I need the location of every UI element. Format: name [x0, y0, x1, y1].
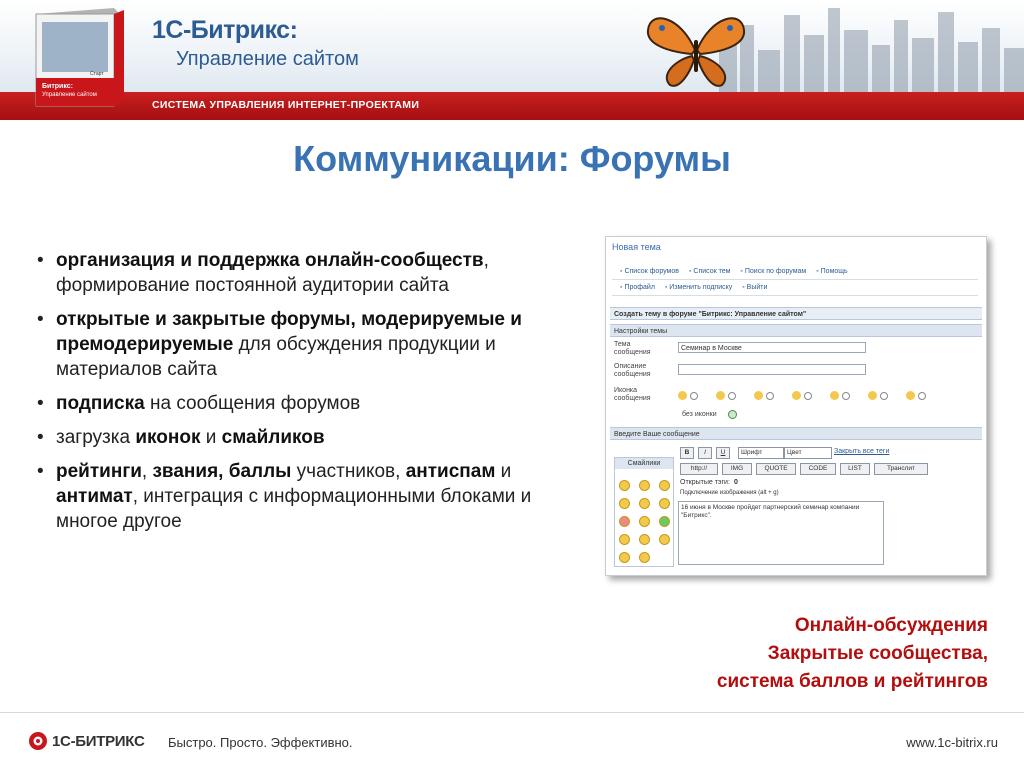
list-item: • загрузка иконок и смайликов: [34, 425, 574, 450]
message-icon: [716, 391, 725, 400]
description-input[interactable]: [678, 364, 866, 375]
img-button[interactable]: IMG: [722, 463, 752, 475]
nav-subscription[interactable]: ▪ Изменить подписку: [665, 281, 732, 295]
translit-button[interactable]: Транслит: [874, 463, 928, 475]
forum-screenshot: [605, 236, 987, 576]
message-icon: [792, 391, 801, 400]
smile-icon[interactable]: [619, 534, 630, 545]
nav-logout[interactable]: ▪ Выйти: [742, 281, 767, 295]
open-tags-label: Открытые тэги:: [680, 479, 730, 486]
smile-icon[interactable]: [659, 498, 670, 509]
topic-input[interactable]: Семинар в Москве: [678, 342, 866, 353]
brand-product: Управление сайтом: [176, 48, 359, 70]
description-label: Описание сообщения: [614, 363, 651, 378]
icon-radio[interactable]: [690, 392, 698, 400]
topic-settings-bar: Настройки темы: [610, 324, 982, 337]
smile-icon[interactable]: [619, 552, 630, 563]
list-item: • открытые и закрытые форумы, модерируемые и премодерируемые для обсуждения продукции и материалов сайта: [34, 307, 574, 382]
forum-nav-top: [612, 265, 978, 280]
slide-title: Коммуникации: Форумы: [293, 138, 731, 179]
footer-logo-text: 1С-БИТРИКС: [52, 733, 145, 750]
smile-icon[interactable]: [659, 534, 670, 545]
message-bar: Введите Ваше сообщение: [610, 427, 982, 440]
create-topic-bar: Создать тему в форуме "Битрикс: Управление сайтом": [610, 307, 982, 320]
smile-icon[interactable]: [659, 516, 670, 527]
close-tags-link[interactable]: Закрыть все теги: [834, 448, 890, 455]
message-textarea[interactable]: 16 июня в Москве пройдет партнерский семинар компании "Битрикс".: [678, 501, 884, 565]
brand-name: 1С-Битрикс:: [152, 16, 298, 44]
forum-heading: Новая тема: [612, 242, 661, 252]
icon-radio[interactable]: [842, 392, 850, 400]
icon-radio[interactable]: [804, 392, 812, 400]
icon-radio[interactable]: [766, 392, 774, 400]
header: [0, 0, 1024, 92]
underline-button[interactable]: U: [716, 447, 730, 459]
message-icon: [754, 391, 763, 400]
topic-label: Тема сообщения: [614, 341, 651, 356]
smile-icon[interactable]: [659, 480, 670, 491]
smile-icon[interactable]: [639, 480, 650, 491]
code-button[interactable]: CODE: [800, 463, 836, 475]
image-hint: Подключение изображения (alt + g): [680, 490, 779, 496]
smile-icon[interactable]: [619, 498, 630, 509]
smile-icon[interactable]: [639, 516, 650, 527]
city-skyline-image: [714, 0, 1024, 92]
message-icon: [906, 391, 915, 400]
caption-line: Закрытые сообщества,: [767, 643, 988, 664]
box-edition: Старт: [90, 71, 104, 77]
nav-profile[interactable]: ▪ Профайл: [620, 281, 655, 295]
no-icon-radio[interactable]: [728, 410, 737, 419]
font-select[interactable]: Шрифт: [738, 447, 784, 459]
product-box-image: [28, 8, 138, 108]
list-item: • рейтинги, звания, баллы участников, антиспам и антимат, интеграция с информационными блоками и многое другое: [34, 459, 574, 534]
open-tags-count: 0: [734, 479, 738, 486]
screenshot-caption: [600, 612, 988, 696]
nav-forum-search[interactable]: ▪ Поиск по форумам: [740, 265, 806, 279]
nav-topic-list[interactable]: ▪ Список тем: [689, 265, 731, 279]
smiles-panel: [614, 457, 674, 567]
message-icon: [678, 391, 687, 400]
butterfly-image: [640, 10, 750, 92]
list-item: • подписка на сообщения форумов: [34, 391, 574, 416]
list-button[interactable]: LIST: [840, 463, 870, 475]
message-icon: [868, 391, 877, 400]
italic-button[interactable]: I: [698, 447, 712, 459]
footer-slogan: Быстро. Просто. Эффективно.: [168, 735, 353, 750]
smile-icon[interactable]: [639, 552, 650, 563]
icon-radio[interactable]: [880, 392, 888, 400]
box-title: Битрикс:: [42, 83, 73, 90]
list-item: • организация и поддержка онлайн-сообществ, формирование постоянной аудитории сайта: [34, 248, 574, 298]
smile-icon[interactable]: [619, 480, 630, 491]
smile-icon[interactable]: [619, 516, 630, 527]
box-subtitle: Управление сайтом: [42, 92, 97, 98]
caption-line: система баллов и рейтингов: [716, 671, 988, 692]
caption-line: Онлайн-обсуждения: [794, 615, 988, 636]
smile-icon[interactable]: [639, 534, 650, 545]
forum-nav-user: [612, 281, 978, 296]
icon-radio[interactable]: [728, 392, 736, 400]
icon-options: [678, 391, 968, 400]
feature-list: [34, 248, 574, 543]
url-button[interactable]: http://: [680, 463, 718, 475]
no-icon-label: без иконки: [682, 411, 717, 418]
bold-button[interactable]: B: [680, 447, 694, 459]
icon-radio[interactable]: [918, 392, 926, 400]
bitrix-logo-icon: [28, 730, 48, 752]
tagline-text: СИСТЕМА УПРАВЛЕНИЯ ИНТЕРНЕТ-ПРОЕКТАМИ: [152, 99, 420, 111]
message-icon: [830, 391, 839, 400]
nav-help[interactable]: ▪ Помощь: [816, 265, 847, 279]
quote-button[interactable]: QUOTE: [756, 463, 796, 475]
icon-label: Иконка сообщения: [614, 387, 651, 402]
smiles-title: Смайлики: [615, 458, 673, 469]
footer-url[interactable]: www.1c-bitrix.ru: [906, 735, 998, 750]
color-select[interactable]: Цвет: [784, 447, 832, 459]
smile-icon[interactable]: [639, 498, 650, 509]
nav-forum-list[interactable]: ▪ Список форумов: [620, 265, 679, 279]
footer-divider: [0, 712, 1024, 713]
